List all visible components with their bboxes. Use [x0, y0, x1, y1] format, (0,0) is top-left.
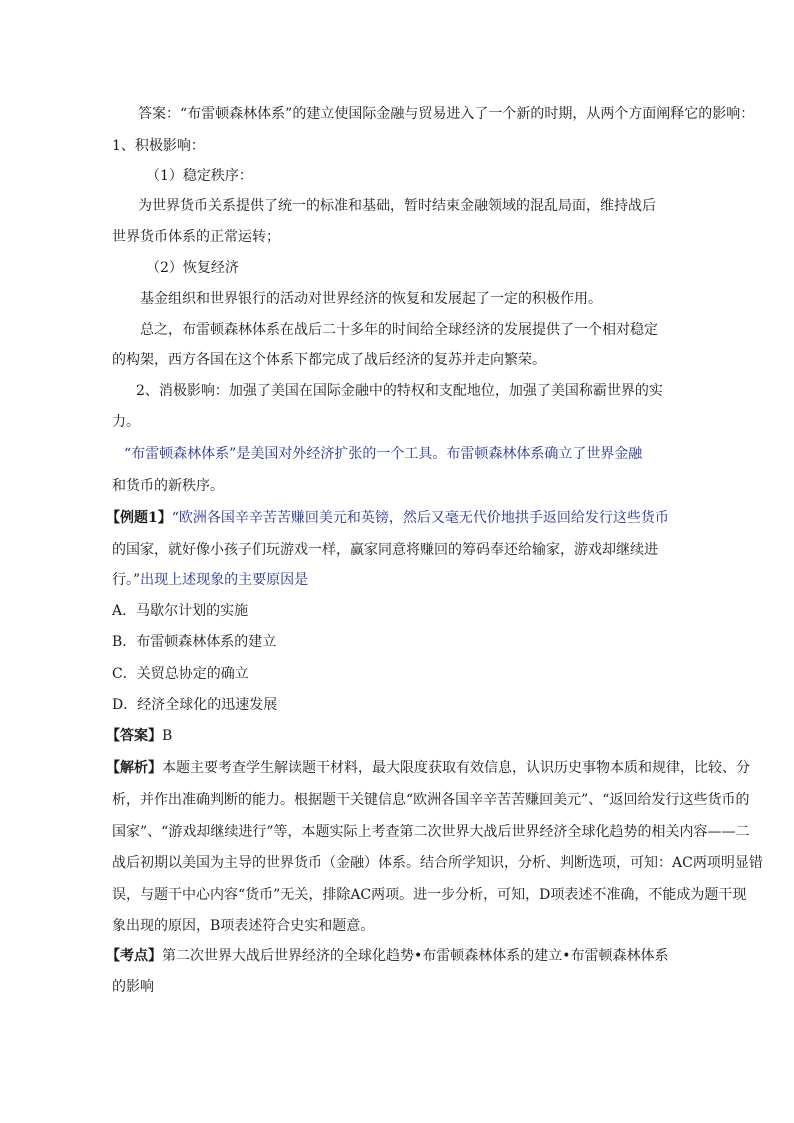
example-stem-line2: 的国家，就好像小孩子们玩游戏一样，赢家同意将赚回的筹码奉还给输家，游戏却继续进: [112, 542, 658, 558]
point2-text: 基金组织和世界银行的活动对世界经济的恢复和发展起了一定的积极作用。: [140, 291, 602, 307]
example-stem-part1: “欧洲各国辛辛苦苦赚回美元和英镑，然后又毫无代价地拱手返回给发行这些货币: [171, 510, 669, 526]
keypoint-label: 【考点】: [106, 948, 162, 964]
answer-intro: 答案：“布雷顿森林体系”的建立使国际金融与贸易进入了一个新的时期，从两个方面阐释它的影响：: [138, 106, 755, 122]
option-d: D．经济全球化的迅速发展: [112, 697, 278, 713]
answer-line: [106, 726, 172, 746]
tool-line2: 和货币的新秩序。: [112, 478, 224, 494]
point2-heading: （2）恢复经济: [146, 260, 239, 276]
keypoint-text-1: 第二次世界大战后世界经济的全球化趋势•布雷顿森林体系的建立•布雷顿森林体系: [162, 948, 669, 964]
analysis-line5: 误，与题干中心内容“货币”无关，排除AC两项。进一步分析，可知，D项表述不准确，不能成为题干现: [112, 887, 747, 903]
point1-heading: （1）稳定秩序：: [146, 168, 253, 184]
analysis-line6: 象出现的原因，B项表述符合史实和题意。: [112, 918, 375, 934]
analysis-line3: 国家”、“游戏却继续进行”等，本题实际上考查第二次世界大战后世界经济全球化趋势的相关内容——二: [112, 824, 750, 840]
summary-line1: 总之，布雷顿森林体系在战后二十多年的时间给全球经济的发展提供了一个相对稳定: [140, 322, 658, 338]
negative-impact-line1: 2、消极影响：加强了美国在国际金融中的特权和支配地位，加强了美国称霸世界的实: [136, 383, 663, 399]
option-b: B．布雷顿森林体系的建立: [112, 634, 277, 650]
option-c: C．关贸总协定的确立: [112, 666, 249, 682]
negative-impact-line2: 力。: [112, 414, 140, 430]
analysis-text-1: 本题主要考查学生解读题干材料，最大限度获取有效信息，认识历史事物本质和规律，比较、分: [162, 760, 750, 776]
analysis-label: 【解析】: [106, 760, 162, 776]
tool-line1: “布雷顿森林体系”是美国对外经济扩张的一个工具。布雷顿森林体系确立了世界金融: [124, 446, 643, 462]
analysis-line1: [106, 758, 750, 778]
option-a: A．马歇尔计划的实施: [112, 603, 249, 619]
answer-value: B: [162, 728, 173, 744]
example-stem-part3a: 行。”: [112, 572, 141, 588]
example-label: 【例题1】: [106, 510, 172, 526]
analysis-line4: 战后初期以美国为主导的世界货币（金融）体系。结合所学知识，分析、判断选项，可知：AC两项明显错: [112, 855, 763, 871]
point1-text-line2: 世界货币体系的正常运转；: [112, 229, 280, 245]
analysis-line2: 析，并作出准确判断的能力。根据题干关键信息“欧洲各国辛辛苦苦赚回美元”、“返回给发行这些货币的: [112, 792, 750, 808]
example-question: 出现上述现象的主要原因是: [140, 572, 309, 588]
example-stem-line3: [112, 570, 308, 590]
answer-label: 【答案】: [106, 728, 162, 744]
point1-text-line1: 为世界货币关系提供了统一的标准和基础，暂时结束金融领域的混乱局面，维持战后: [138, 198, 656, 214]
summary-line2: 的构架，西方各国在这个体系下都完成了战后经济的复苏并走向繁荣。: [112, 352, 546, 368]
keypoint-line2: 的影响: [112, 979, 154, 995]
positive-impact-heading: 1、积极影响：: [112, 138, 205, 154]
example-stem-line1: [106, 508, 669, 528]
keypoint-line1: [106, 946, 669, 966]
